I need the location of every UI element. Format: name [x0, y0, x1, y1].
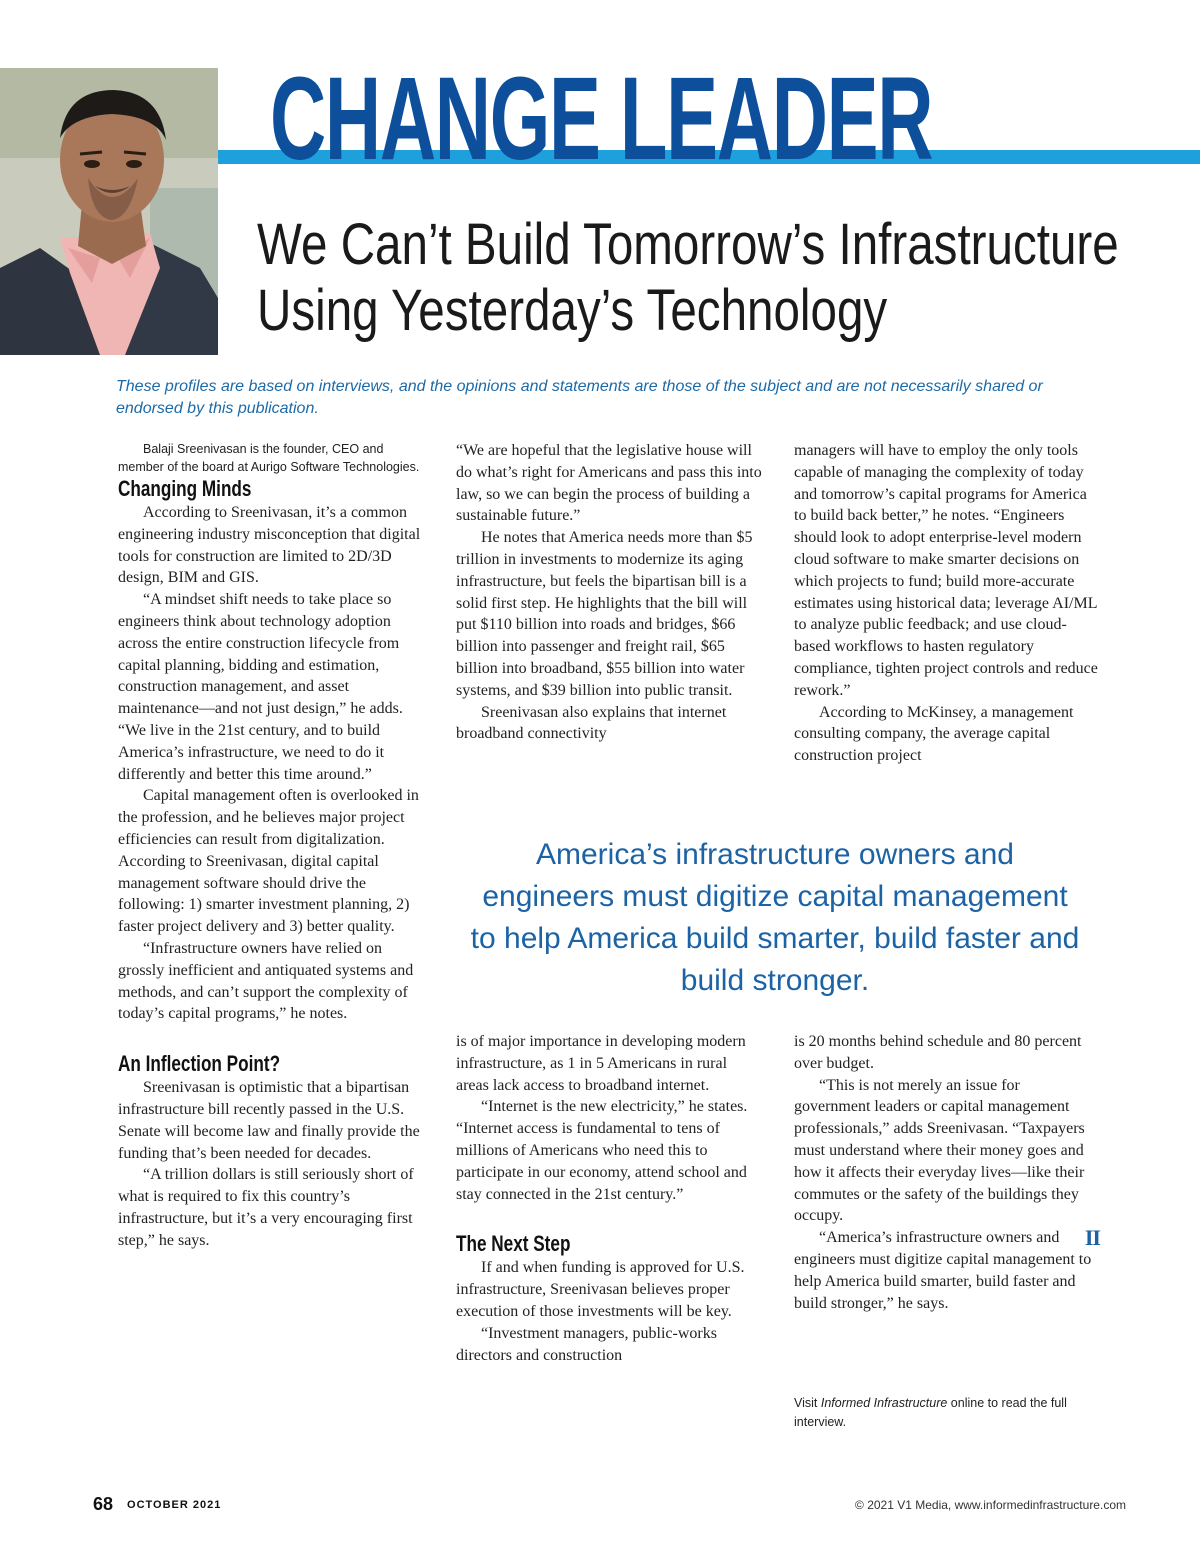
column-3-bottom — [794, 1031, 1100, 1314]
body-paragraph: “Infrastructure owners have relied on grossly inefficient and antiquated systems and methods, and can’t support the complexity of today’s capital programs,” he notes. — [118, 939, 414, 1023]
footnote-suffix: online to read the full interview. — [794, 1396, 1067, 1429]
author-bio: Balaji Sreenivasan is the founder, CEO and member of the board at Aurigo Software Technologies. — [118, 442, 420, 474]
issue-date: OCTOBER 2021 — [127, 1499, 222, 1511]
footnote-publication: Informed Infrastructure — [820, 1396, 948, 1410]
subhead-next-step: The Next Step — [456, 1231, 571, 1257]
section-kicker: CHANGE LEADER — [270, 53, 933, 185]
body-paragraph: “We are hopeful that the legislative house will do what’s right for Americans and pass this into law, so we can begin the process of building a sustainable future.” — [456, 442, 762, 525]
footnote — [794, 1394, 1114, 1432]
body-paragraph: If and when funding is approved for U.S. infrastructure, Sreenivasan believes proper execution of those investments will be key. — [456, 1259, 745, 1320]
column-3-top — [794, 440, 1100, 767]
page-number: 68 — [93, 1494, 114, 1514]
body-paragraph: is of major importance in developing modern infrastructure, as 1 in 5 Americans in rural areas lack access to broadband internet. — [456, 1033, 746, 1094]
column-2-bottom — [456, 1031, 762, 1366]
closing-quote-text: “America’s infrastructure owners and engineers must digitize capital management to help America build smarter, build faster and build stronger,” he says. — [794, 1229, 1092, 1312]
body-paragraph: is 20 months behind schedule and 80 percent over budget. — [794, 1033, 1082, 1072]
column-1 — [118, 440, 424, 1252]
subhead-inflection-point: An Inflection Point? — [118, 1051, 281, 1077]
body-paragraph: Sreenivasan is optimistic that a bipartisan infrastructure bill recently passed in the U.S. Senate will become law and finally provide the funding that’s been needed for decades. — [118, 1079, 420, 1162]
body-paragraph: “A trillion dollars is still seriously short of what is required to fix this country’s infrastructure, but it’s a very encouraging first step,” he says. — [118, 1166, 414, 1249]
body-paragraph: According to Sreenivasan, it’s a common engineering industry misconception that digital tools for construction are limited to 2D/3D design, BIM and GIS. — [118, 504, 421, 587]
body-paragraph: According to McKinsey, a management consulting company, the average capital construction project — [794, 703, 1074, 765]
body-paragraph: managers will have to employ the only tools capable of managing the complexity of today and tomorrow’s capital programs for America to build back better,” he notes. “Engineers should look to adopt enterprise-level modern cloud software to make smarter decisions on which projects to fund; build more-accurate estimates using historical data; leverage AI/ML to analyze public feedback; and use cloud-based workflows to hasten regulatory compliance, tighten project controls and reduce rework.” — [794, 442, 1098, 699]
column-2-top — [456, 440, 762, 745]
body-paragraph: Capital management often is overlooked in the profession, and he believes major project efficiencies can result from digitalization. According to Sreenivasan, digital capital management software should drive the following: 1) smarter investment planning, 2) faster project delivery and 3) better quality. — [118, 787, 419, 936]
headline-line-2: Using Yesterday’s Technology — [257, 278, 888, 343]
body-paragraph: “A mindset shift needs to take place so engineers think about technology adoption across the entire construction lifecycle from capital planning, bidding and estimation, construction management, and asset maintenance—and not just design,” he adds. “We live in the 21st century, and to build America’s infrastructure, we need to do it differently and better this time around.” — [118, 591, 403, 783]
body-paragraph — [794, 1227, 1100, 1314]
body-paragraph: He notes that America needs more than $5 trillion in investments to modernize its aging infrastructure, but feels the bipartisan bill is a solid first step. He highlights that the bill will put $110 billion into roads and bridges, $66 billion into passenger and freight rail, $65 billion into broadband, $55 billion into water systems, and $39 billion into public transit. — [456, 529, 753, 699]
copyright-line: © 2021 V1 Media, www.informedinfrastructure.com — [855, 1498, 1126, 1512]
portrait-photo — [0, 68, 218, 355]
body-paragraph: “This is not merely an issue for government leaders or capital management professionals,” adds Sreenivasan. “Taxpayers must understand where their money goes and how it affects their everyday lives—like their commutes or the safety of the buildings they occupy. — [794, 1076, 1085, 1225]
subhead-changing-minds: Changing Minds — [118, 476, 252, 501]
editorial-disclaimer: These profiles are based on interviews, and the opinions and statements are those of the subject and are not necessarily shared or endorsed by this publication. — [116, 378, 1043, 417]
page-folio — [93, 1494, 221, 1515]
end-mark-icon: II — [1084, 1225, 1100, 1251]
body-paragraph: Sreenivasan also explains that internet broadband connectivity — [456, 703, 727, 743]
body-paragraph: “Internet is the new electricity,” he states. “Internet access is fundamental to tens of millions of Americans who need this to participate in our economy, attend school and stay connected in the 21st century.” — [456, 1098, 748, 1203]
headline-line-1: We Can’t Build Tomorrow’s Infrastructure — [257, 212, 1119, 277]
body-paragraph: “Investment managers, public-works directors and construction — [456, 1324, 717, 1364]
article-headline — [257, 212, 1159, 344]
footnote-prefix: Visit — [794, 1396, 821, 1410]
pull-quote: America’s infrastructure owners and engineers must digitize capital management to help America build smarter, build faster and build stronger. — [470, 838, 1080, 997]
